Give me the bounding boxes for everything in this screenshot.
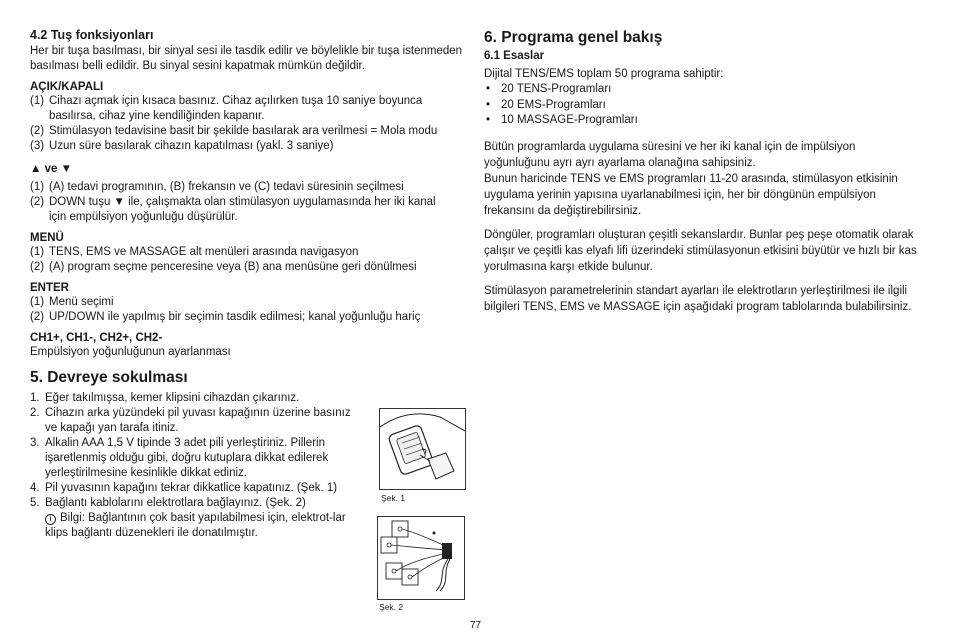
channels-text: Empülsiyon yoğunluğunun ayarlanması <box>30 346 231 358</box>
list-item: (2) Stimülasyon tedavisine basit bir şekilde basılarak ara verilmesi = Mola modu <box>30 125 438 137</box>
figure-2-caption: Şek. 2 <box>379 602 404 612</box>
updown-list <box>30 180 470 225</box>
figure-1 <box>379 408 466 490</box>
paragraph-1: Bütün programlarda uygulama süresini ve her iki kanal için de impülsiyon yoğunluğunu ayrı ayrı ayarlama olanağına sahipsiniz. <box>484 140 856 169</box>
list-item: 4. Pil yuvasının kapağını tekrar dikkatlice kapatınız. (Şek. 1) <box>30 482 338 494</box>
section-6-title: 6. Programa genel bakış <box>484 29 663 46</box>
list-item: (2) DOWN tuşu ▼ ile, çalışmakta olan stimülasyon uygulamasında her iki kanal için empülsiyon yoğunluğu düşürülür. <box>30 196 436 223</box>
list-item: (2) UP/DOWN ile yapılmış bir seçimin tasdik edilmesi; kanal yoğunluğu hariç <box>30 311 421 323</box>
onoff-heading: AÇIK/KAPALI <box>30 81 104 93</box>
section-4-2-title: 4.2 Tuş fonksiyonları <box>30 28 154 42</box>
section-4-2-intro: Her bir tuşa basılması, bir sinyal sesi ile tasdik edilir ve böylelikle bir tuşa istenmeden basılması belli edildir. Bu sinyal sesini kapatmak mümkün değildir. <box>30 45 463 72</box>
program-list <box>484 82 924 129</box>
paragraph-3: Döngüler, programları oluşturan çeşitli sekanslardır. Bunlar peş peşe otomatik olarak çalışır ve çeşitli kas elyafı lifi üzerindeki stimülasyonun etkisini büyütür ve hızlı bir kas yorulmasına karşı etkide bulunur. <box>484 228 917 273</box>
battery-compartment-illustration <box>380 409 465 489</box>
list-item: (2) (A) program seçme penceresine veya (B) ana menüsüne geri dönülmesi <box>30 261 417 273</box>
list-item: 1. Eğer takılmışsa, kemer klipsini cihazdan çıkarınız. <box>30 392 300 404</box>
menu-list <box>30 245 470 275</box>
info-icon: i <box>45 514 56 525</box>
list-item: 5. Bağlantı kablolarını elektrotlara bağlayınız. (Şek. 2) <box>30 497 306 509</box>
list-item: (1) Cihazı açmak için kısaca basınız. Cihaz açılırken tuşa 10 saniye boyunca basılırsa, cihaz yine kendiliğinden kapanır. <box>30 95 423 122</box>
list-item: 2. Cihazın arka yüzündeki pil yuvası kapağının üzerine basınız ve kapağı yan tarafa itiniz. <box>30 407 351 434</box>
enter-heading: ENTER <box>30 282 69 294</box>
section-6-1-title: 6.1 Esaslar <box>484 50 545 62</box>
programs-intro: Dijital TENS/EMS toplam 50 programa sahiptir: <box>484 68 724 80</box>
right-column <box>484 28 924 315</box>
list-item: (3) Uzun süre basılarak cihazın kapatılması (yakl. 3 saniye) <box>30 140 334 152</box>
list-item: (1) (A) tedavi programının, (B) frekansın ve (C) tedavi süresinin seçilmesi <box>30 181 404 193</box>
list-item: (1) TENS, EMS ve MASSAGE alt menüleri arasında navigasyon <box>30 246 359 258</box>
enter-list <box>30 295 470 325</box>
paragraph-4: Stimülasyon parametrelerinin standart ayarları ile elektrotların yerleştirilmesi ile ilgili bilgileri TENS, EMS ve MASSAGE için aşağıdaki program tablolarında bulabilirsiniz. <box>484 284 912 313</box>
electrode-cable-illustration <box>378 517 464 599</box>
figure-1-caption: Şek. 1 <box>381 493 406 503</box>
onoff-list <box>30 94 470 154</box>
page-number: 77 <box>470 620 482 631</box>
list-item: (1) Menü seçimi <box>30 296 114 308</box>
info-note: i Bilgi: Bağlantının çok basit yapılabilmesi için, elektrot-lar klips bağlantı düzenekleri ile donatılmıştır. <box>45 512 346 539</box>
menu-heading: MENÜ <box>30 232 64 244</box>
list-item: 3. Alkalin AAA 1,5 V tipinde 3 adet pili yerleştiriniz. Pillerin işaretlenmiş olduğu gibi, doğru kutuplara dikkat edilerek yerleştirilmesine kesinlikle dikkat ediniz. <box>30 437 329 479</box>
list-item: • 10 MASSAGE-Programları <box>484 113 924 129</box>
list-item: • 20 EMS-Programları <box>484 98 924 114</box>
channels-heading: CH1+, CH1-, CH2+, CH2- <box>30 332 163 344</box>
section-5-title: 5. Devreye sokulması <box>30 369 188 386</box>
setup-steps-list <box>30 391 368 541</box>
paragraph-2: Bunun haricinde TENS ve EMS programları 11-20 arasında, stimülasyon etkisinin uygulama yerinin yapısına uyarlanabilmesi için, her bir döngünün empülsiyon frekansını da değiştirebilirsiniz. <box>484 172 898 217</box>
list-item: • 20 TENS-Programları <box>484 82 924 98</box>
figure-2 <box>377 516 465 600</box>
updown-heading: ▲ ve ▼ <box>30 163 72 175</box>
